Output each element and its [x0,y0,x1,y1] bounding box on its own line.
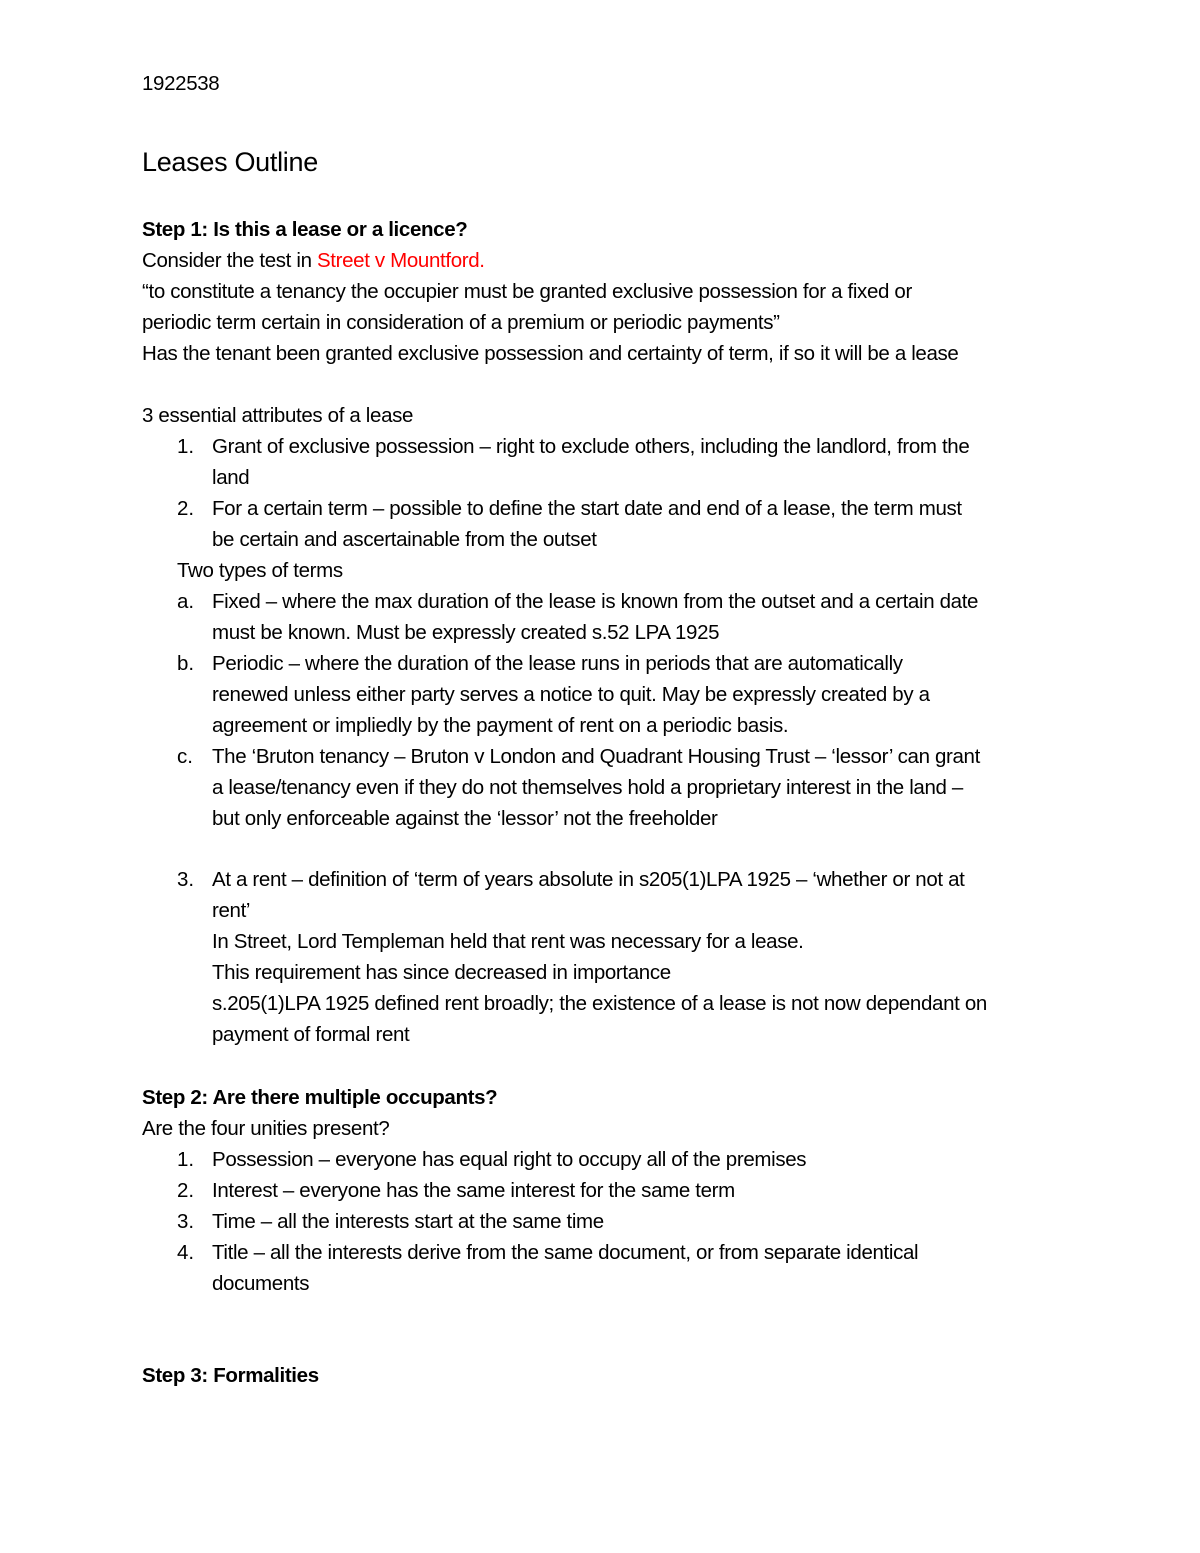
list-marker: c. [177,745,193,768]
attribute-2-line-2: be certain and ascertainable from the outset [212,528,597,551]
list-marker: 3. [177,1210,195,1233]
quote-line-1: “to constitute a tenancy the occupier must be granted exclusive possession for a fixed or [142,280,912,303]
term-c-line-1: The ‘Bruton tenancy – Bruton v London and Quadrant Housing Trust – ‘lessor’ can grant [212,745,980,768]
document-id: 1922538 [142,72,220,95]
list-marker: 4. [177,1241,195,1264]
attribute-2-line-1: For a certain term – possible to define the start date and end of a lease, the term must [212,497,962,520]
term-b-line-2: renewed unless either party serves a notice to quit. May be expressly created by a [212,683,930,706]
attribute-3-line-5: s.205(1)LPA 1925 defined rent broadly; the existence of a lease is not now dependant on [212,992,987,1015]
step1-consider-line [142,245,485,276]
step2-heading: Step 2: Are there multiple occupants? [142,1086,498,1109]
term-a-line-1: Fixed – where the max duration of the lease is known from the outset and a certain date [212,590,979,613]
list-marker: 1. [177,1148,195,1171]
unity-title-line-1: Title – all the interests derive from the same document, or from separate identical [212,1241,919,1264]
attributes-heading: 3 essential attributes of a lease [142,404,414,427]
quote-line-2: periodic term certain in consideration of a premium or periodic payments” [142,311,780,334]
unity-possession: Possession – everyone has equal right to occupy all of the premises [212,1148,807,1171]
list-marker: 2. [177,1179,195,1202]
term-b-line-1: Periodic – where the duration of the lease runs in periods that are automatically [212,652,903,675]
unity-title-line-2: documents [212,1272,310,1295]
attribute-1-line-2: land [212,466,250,489]
term-c-line-2: a lease/tenancy even if they do not themselves hold a proprietary interest in the land – [212,776,963,799]
attribute-3-line-2: rent’ [212,899,251,922]
step1-summary: Has the tenant been granted exclusive possession and certainty of term, if so it will be a lease [142,342,959,365]
step2-question: Are the four unities present? [142,1117,390,1140]
attribute-3-line-4: This requirement has since decreased in importance [212,961,671,984]
attribute-3-line-3: In Street, Lord Templeman held that rent was necessary for a lease. [212,930,804,953]
term-a-line-2: must be known. Must be expressly created s.52 LPA 1925 [212,621,720,644]
unity-interest: Interest – everyone has the same interest for the same term [212,1179,735,1202]
attribute-1-line-1: Grant of exclusive possession – right to exclude others, including the landlord, from the [212,435,970,458]
step3-heading: Step 3: Formalities [142,1364,319,1387]
term-b-line-3: agreement or impliedly by the payment of rent on a periodic basis. [212,714,789,737]
step1-heading: Step 1: Is this a lease or a licence? [142,218,468,241]
page-title: Leases Outline [142,147,318,177]
list-marker: a. [177,590,195,613]
list-marker: b. [177,652,195,675]
unity-time: Time – all the interests start at the same time [212,1210,604,1233]
attribute-3-line-6: payment of formal rent [212,1023,410,1046]
attribute-3-line-1: At a rent – definition of ‘term of years absolute in s205(1)LPA 1925 – ‘whether or not at [212,868,965,891]
terms-heading: Two types of terms [177,559,343,582]
case-name-street-v-mountford: Street v Mountford. [316,249,485,272]
consider-prefix: Consider the test in [142,249,317,272]
list-marker: 2. [177,497,195,520]
list-marker: 1. [177,435,195,458]
term-c-line-3: but only enforceable against the ‘lessor’ not the freeholder [212,807,718,830]
list-marker: 3. [177,868,195,891]
